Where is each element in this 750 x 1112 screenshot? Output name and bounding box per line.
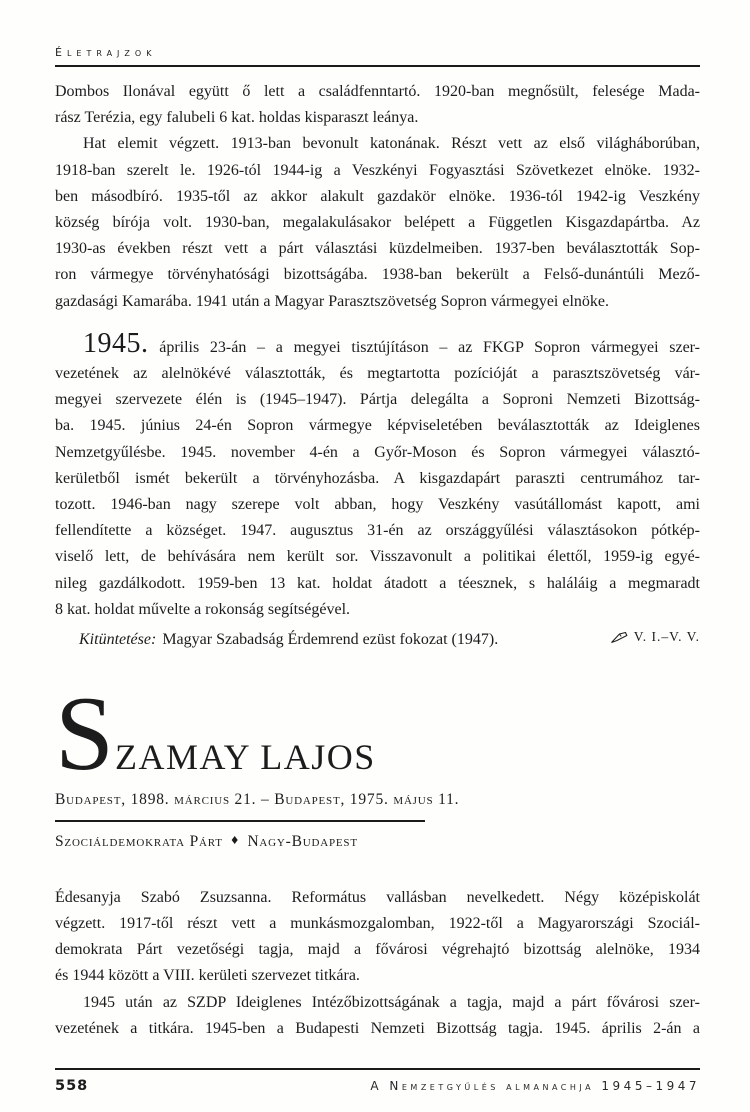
footer-title: A Nemzetgyűlés almanachja 1945–1947 [370,1079,700,1093]
entry-heading [55,674,700,792]
header-rule [55,65,700,67]
text-line: 8 kat. holdat művelte a rokonság segítségével. [55,600,351,618]
text-line: község bírója volt. 1930-ban, megalakulásakor belépett a Független Kisgazdapártba. Az [55,214,700,232]
text-line: kerületből ismét bekerült a törvényhozásba. A kisgazdapárt paraszti centrumához tar- [55,469,700,487]
text-line: 1918-ban szerelt le. 1926-tól 1944-ig a Veszkényi Fogyasztási Szövetkezet elnöke. 1932- [55,161,700,179]
text-line: nileg gazdálkodott. 1959-ben 13 kat. holdat átadott a téesznek, s haláláig a megmaradt [55,574,700,592]
paragraph-career [55,131,700,314]
text-line [55,327,701,361]
text-line: Dombos Ilonával együtt ő lett a családfenntartó. 1920-ban megnősült, felesége Mada- [55,83,700,100]
paragraph-family [55,79,700,131]
constituency: Nagy-Budapest [247,832,358,850]
entry-dates: Budapest, 1898. március 21. – Budapest, 1975. május 11. [55,790,460,808]
lead-year: 1945. [83,327,149,359]
lead-line-text: április 23-án – a megyei tisztújításon – az FKGP Sopron vármegyei szer- [159,338,701,356]
text-line: vezetének a titkára. 1945-ben a Budapesti Nemzeti Bizottság tagja. 1945. április 2-án a [55,1019,700,1037]
footer-row [55,1078,700,1094]
entry-party-line [55,829,700,855]
text-line: ba. 1945. június 24-én Sopron vármegye képviseletében beválasztották az Ideiglenes [55,417,700,435]
text-line: megyei szervezete élén is (1945–1947). Pártja delegálta a Soproni Nemzeti Bizottság- [55,391,700,409]
dates-rule [55,820,425,822]
text-line: demokrata Párt vezetőségi tagja, majd a fővárosi végrehajtó bizottság alelnöke, 1934 [55,941,700,959]
text-line: 1930-as években részt vett a párt választási küzdelmeiben. 1937-ben beválasztották Sop- [55,240,700,258]
text-line: vezetének az alelnökévé választották, és megtartotta pozícióját a parasztszövetség vár- [55,365,700,383]
awards-line [55,624,700,653]
text-line: fellendítette a községet. 1947. augusztus 31-én az országgyűlési választásokon pótkép- [55,522,700,540]
dropcap-initial: S [55,674,114,792]
text-line: ben másodbíró. 1935-től az akkor alakult gazdakör elnöke. 1936-tól 1942-ig Veszkény [55,187,700,205]
paragraph-1945 [55,327,701,623]
text-line: végzett. 1917-től részt vett a munkásmozgalomban, 1922-től a Magyarországi Szociál- [55,915,700,933]
footer-rule [55,1068,700,1070]
text-line: 1945 után az SZDP Ideiglenes Intézőbizottságának a tagja, majd a párt fővárosi szer- [83,993,700,1011]
paragraph-origin [55,885,700,990]
writing-hand-icon [610,631,628,644]
text-line: Édesanyja Szabó Zsuzsanna. Református vallásban nevelkedett. Négy középiskolát [55,888,700,906]
author-initials: V. I.–V. V. [633,629,700,645]
party-name: Szociáldemokrata Párt [55,832,223,850]
awards-label: Kitüntetése: [79,630,157,648]
text-line: rász Terézia, egy falubeli 6 kat. holdas kisparaszt leánya. [55,109,419,127]
entry-name: ZAMAY LAJOS [114,736,376,777]
biography-body [55,79,700,1042]
paragraph-postwar [55,990,700,1042]
awards-text: Magyar Szabadság Érdemrend ezüst fokozat (1947). [162,630,499,648]
running-header: Életrajzok [55,46,157,59]
page-number: 558 [55,1078,89,1094]
text-line: Hat elemit végzett. 1913-ban bevonult katonának. Részt vett az első világháborúban, [83,135,700,153]
text-line: viselő lett, de behívására nem került sor. Visszavonult a politikai élettől, 1959-ig egyé- [55,548,700,566]
page-footer [55,1068,700,1094]
text-line: Nemzetgyűlésbe. 1945. november 4-én a Győr-Moson és Sopron vármegyei választó- [55,443,700,461]
author-signature [610,624,700,650]
diamond-icon: ♦ [229,833,241,847]
text-line: ron vármegye törvényhatósági bizottságába. 1938-ban bekerült a Felső-dunántúli Mező- [55,266,700,284]
text-line: gazdasági Kamarába. 1941 után a Magyar Parasztszövetség Sopron vármegyei elnöke. [55,292,610,310]
text-line: és 1944 között a VIII. kerületi szervezet titkára. [55,967,360,985]
text-line: tozott. 1946-ban nagy szerepe volt abban, hogy Veszkény vasútállomást kapott, ami [55,496,700,514]
